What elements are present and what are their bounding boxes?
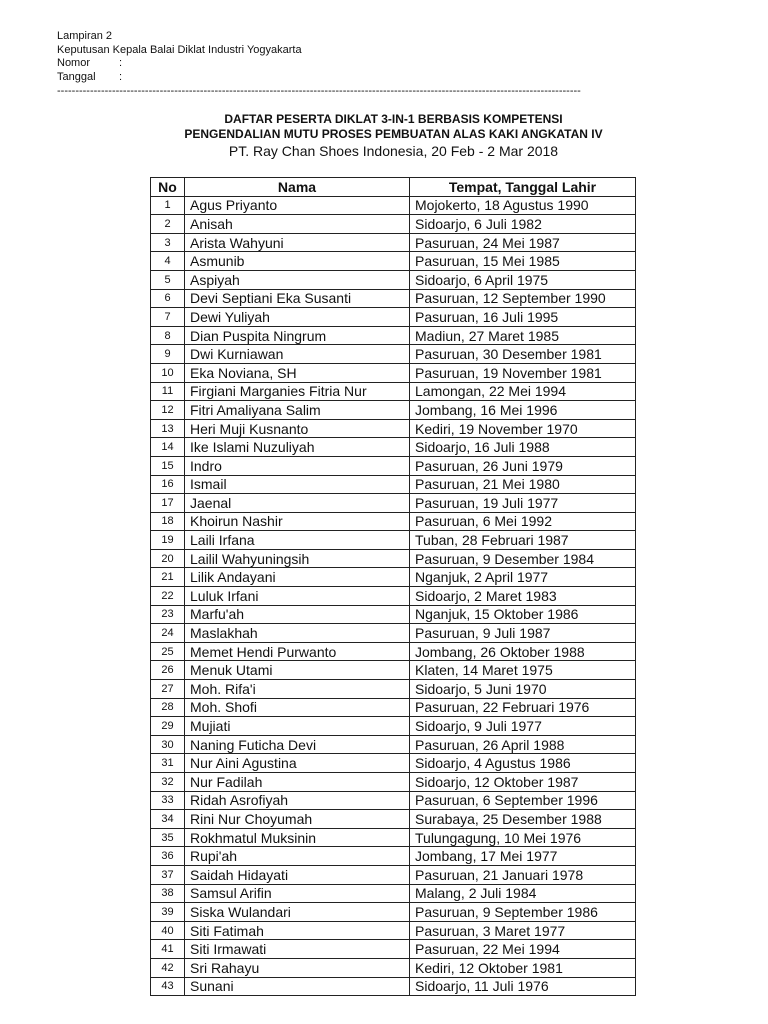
table-row (151, 958, 636, 977)
table-body (151, 196, 636, 996)
row-birth: Jombang, 17 Mei 1977 (410, 847, 636, 866)
row-birth: Pasuruan, 12 September 1990 (410, 289, 636, 308)
lampiran-label: Lampiran 2 (57, 30, 113, 42)
row-birth: Pasuruan, 9 Juli 1987 (410, 624, 636, 643)
row-number: 37 (151, 865, 185, 884)
table-row (151, 568, 636, 587)
row-number: 23 (151, 605, 185, 624)
row-birth: Pasuruan, 16 Juli 1995 (410, 308, 636, 327)
row-number: 43 (151, 977, 185, 996)
table-row (151, 401, 636, 420)
tanggal-value: : (119, 70, 123, 83)
row-birth: Sidoarjo, 16 Juli 1988 (410, 438, 636, 457)
row-number: 14 (151, 438, 185, 457)
row-birth: Kediri, 12 Oktober 1981 (410, 958, 636, 977)
row-name: Khoirun Nashir (185, 512, 410, 531)
row-number: 13 (151, 419, 185, 438)
row-name: Nur Fadilah (185, 773, 410, 792)
row-name: Arista Wahyuni (185, 233, 410, 252)
table-row (151, 456, 636, 475)
table-row (151, 624, 636, 643)
row-birth: Sidoarjo, 11 Juli 1976 (410, 977, 636, 996)
row-birth: Kediri, 19 November 1970 (410, 419, 636, 438)
table-row (151, 921, 636, 940)
table-row (151, 828, 636, 847)
table-row (151, 289, 636, 308)
row-name: Dewi Yuliyah (185, 308, 410, 327)
column-header-nama: Nama (185, 178, 410, 197)
table-row (151, 680, 636, 699)
row-name: Sri Rahayu (185, 958, 410, 977)
row-number: 9 (151, 345, 185, 364)
row-birth: Sidoarjo, 9 Juli 1977 (410, 717, 636, 736)
row-number: 10 (151, 363, 185, 382)
title-line-3: PT. Ray Chan Shoes Indonesia, 20 Feb - 2 Mar 2018 (228, 143, 559, 159)
row-name: Siti Fatimah (185, 921, 410, 940)
table-row (151, 549, 636, 568)
row-birth: Pasuruan, 26 Juni 1979 (410, 456, 636, 475)
row-name: Samsul Arifin (185, 884, 410, 903)
row-birth: Surabaya, 25 Desember 1988 (410, 810, 636, 829)
table-row (151, 326, 636, 345)
table-row (151, 494, 636, 513)
column-header-no: No (151, 178, 185, 197)
table-row (151, 884, 636, 903)
table-row (151, 345, 636, 364)
row-name: Rini Nur Choyumah (185, 810, 410, 829)
table-row (151, 977, 636, 996)
row-birth: Sidoarjo, 4 Agustus 1986 (410, 754, 636, 773)
row-number: 40 (151, 921, 185, 940)
row-name: Moh. Shofi (185, 698, 410, 717)
row-name: Lailil Wahyuningsih (185, 549, 410, 568)
row-number: 18 (151, 512, 185, 531)
table-row (151, 419, 636, 438)
row-number: 32 (151, 773, 185, 792)
row-name: Laili Irfana (185, 531, 410, 550)
row-birth: Pasuruan, 30 Desember 1981 (410, 345, 636, 364)
table-row (151, 791, 636, 810)
row-birth: Pasuruan, 26 April 1988 (410, 735, 636, 754)
table-row (151, 661, 636, 680)
row-number: 20 (151, 549, 185, 568)
row-birth: Tuban, 28 Februari 1987 (410, 531, 636, 550)
table-row (151, 363, 636, 382)
table-row (151, 754, 636, 773)
table-row (151, 773, 636, 792)
row-number: 35 (151, 828, 185, 847)
row-name: Mujiati (185, 717, 410, 736)
row-number: 16 (151, 475, 185, 494)
row-birth: Jombang, 16 Mei 1996 (410, 401, 636, 420)
row-name: Moh. Rifa'i (185, 680, 410, 699)
table-row (151, 252, 636, 271)
row-number: 24 (151, 624, 185, 643)
row-number: 26 (151, 661, 185, 680)
row-birth: Pasuruan, 21 Mei 1980 (410, 475, 636, 494)
document-header (57, 30, 302, 84)
row-birth: Sidoarjo, 12 Oktober 1987 (410, 773, 636, 792)
row-birth: Sidoarjo, 6 Juli 1982 (410, 215, 636, 234)
row-birth: Klaten, 14 Maret 1975 (410, 661, 636, 680)
row-name: Devi Septiani Eka Susanti (185, 289, 410, 308)
row-name: Menuk Utami (185, 661, 410, 680)
table-header-row (151, 178, 636, 197)
row-name: Siti Irmawati (185, 940, 410, 959)
tanggal-row (57, 71, 302, 85)
row-birth: Malang, 2 Juli 1984 (410, 884, 636, 903)
row-name: Asmunib (185, 252, 410, 271)
table-row (151, 847, 636, 866)
row-number: 25 (151, 642, 185, 661)
row-name: Fitri Amaliyana Salim (185, 401, 410, 420)
row-number: 36 (151, 847, 185, 866)
table-row (151, 717, 636, 736)
row-name: Lilik Andayani (185, 568, 410, 587)
row-number: 22 (151, 587, 185, 606)
row-birth: Pasuruan, 15 Mei 1985 (410, 252, 636, 271)
table-row (151, 698, 636, 717)
row-name: Jaenal (185, 494, 410, 513)
row-birth: Pasuruan, 6 September 1996 (410, 791, 636, 810)
title-line-2: PENGENDALIAN MUTU PROSES PEMBUATAN ALAS KAKI ANGKATAN IV (184, 127, 603, 141)
row-name: Eka Noviana, SH (185, 363, 410, 382)
row-name: Dian Puspita Ningrum (185, 326, 410, 345)
row-name: Rupi'ah (185, 847, 410, 866)
participant-table (150, 177, 636, 996)
row-birth: Pasuruan, 6 Mei 1992 (410, 512, 636, 531)
table-row (151, 475, 636, 494)
row-number: 12 (151, 401, 185, 420)
row-name: Memet Hendi Purwanto (185, 642, 410, 661)
row-number: 4 (151, 252, 185, 271)
row-birth: Sidoarjo, 2 Maret 1983 (410, 587, 636, 606)
row-name: Saidah Hidayati (185, 865, 410, 884)
row-name: Indro (185, 456, 410, 475)
table-row (151, 865, 636, 884)
row-number: 6 (151, 289, 185, 308)
row-birth: Tulungagung, 10 Mei 1976 (410, 828, 636, 847)
title-line-1: DAFTAR PESERTA DIKLAT 3-IN-1 BERBASIS KOMPETENSI (224, 112, 563, 126)
row-number: 1 (151, 196, 185, 215)
row-name: Siska Wulandari (185, 903, 410, 922)
row-number: 17 (151, 494, 185, 513)
table-row (151, 735, 636, 754)
row-name: Nur Aini Agustina (185, 754, 410, 773)
row-birth: Pasuruan, 9 September 1986 (410, 903, 636, 922)
table-row (151, 215, 636, 234)
keputusan-line: Keputusan Kepala Balai Diklat Industri Yogyakarta (57, 43, 302, 56)
row-birth: Sidoarjo, 5 Juni 1970 (410, 680, 636, 699)
row-number: 19 (151, 531, 185, 550)
row-name: Aspiyah (185, 270, 410, 289)
row-name: Naning Futicha Devi (185, 735, 410, 754)
table-row (151, 512, 636, 531)
row-name: Maslakhah (185, 624, 410, 643)
table-row (151, 196, 636, 215)
row-number: 21 (151, 568, 185, 587)
nomor-label: Nomor (57, 57, 91, 69)
table-row (151, 587, 636, 606)
nomor-value: : (119, 57, 123, 69)
row-name: Sunani (185, 977, 410, 996)
row-name: Ike Islami Nuzuliyah (185, 438, 410, 457)
row-name: Marfu'ah (185, 605, 410, 624)
row-name: Luluk Irfani (185, 587, 410, 606)
row-birth: Mojokerto, 18 Agustus 1990 (410, 196, 636, 215)
row-name: Rokhmatul Muksinin (185, 828, 410, 847)
row-birth: Lamongan, 22 Mei 1994 (410, 382, 636, 401)
row-number: 15 (151, 456, 185, 475)
tanggal-label: Tanggal (57, 70, 96, 83)
table-row (151, 382, 636, 401)
row-birth: Pasuruan, 21 Januari 1978 (410, 865, 636, 884)
row-name: Ismail (185, 475, 410, 494)
table-row (151, 810, 636, 829)
row-number: 33 (151, 791, 185, 810)
nomor-row (57, 57, 302, 71)
row-birth: Pasuruan, 3 Maret 1977 (410, 921, 636, 940)
row-number: 3 (151, 233, 185, 252)
row-birth: Madiun, 27 Maret 1985 (410, 326, 636, 345)
table-row (151, 438, 636, 457)
row-number: 34 (151, 810, 185, 829)
row-number: 2 (151, 215, 185, 234)
row-number: 11 (151, 382, 185, 401)
row-name: Anisah (185, 215, 410, 234)
row-name: Firgiani Marganies Fitria Nur (185, 382, 410, 401)
row-name: Ridah Asrofiyah (185, 791, 410, 810)
row-birth: Pasuruan, 24 Mei 1987 (410, 233, 636, 252)
row-number: 38 (151, 884, 185, 903)
table-row (151, 531, 636, 550)
row-number: 8 (151, 326, 185, 345)
row-number: 39 (151, 903, 185, 922)
dashed-separator: ----------------------------------------------------------------------------------------------------------------------------------------------- (57, 85, 581, 97)
row-birth: Nganjuk, 15 Oktober 1986 (410, 605, 636, 624)
row-birth: Jombang, 26 Oktober 1988 (410, 642, 636, 661)
row-number: 30 (151, 735, 185, 754)
table-row (151, 270, 636, 289)
row-birth: Pasuruan, 19 November 1981 (410, 363, 636, 382)
row-birth: Pasuruan, 22 Februari 1976 (410, 698, 636, 717)
row-number: 28 (151, 698, 185, 717)
document-title (0, 112, 768, 160)
table-row (151, 940, 636, 959)
row-name: Heri Muji Kusnanto (185, 419, 410, 438)
row-number: 42 (151, 958, 185, 977)
row-number: 7 (151, 308, 185, 327)
row-name: Agus Priyanto (185, 196, 410, 215)
row-birth: Pasuruan, 22 Mei 1994 (410, 940, 636, 959)
row-number: 41 (151, 940, 185, 959)
row-number: 29 (151, 717, 185, 736)
row-birth: Nganjuk, 2 April 1977 (410, 568, 636, 587)
row-birth: Pasuruan, 19 Juli 1977 (410, 494, 636, 513)
row-number: 27 (151, 680, 185, 699)
row-number: 31 (151, 754, 185, 773)
row-number: 5 (151, 270, 185, 289)
table-row (151, 605, 636, 624)
table-row (151, 308, 636, 327)
row-birth: Sidoarjo, 6 April 1975 (410, 270, 636, 289)
row-birth: Pasuruan, 9 Desember 1984 (410, 549, 636, 568)
column-header-ttl: Tempat, Tanggal Lahir (410, 178, 636, 197)
table-row (151, 642, 636, 661)
table-row (151, 903, 636, 922)
row-name: Dwi Kurniawan (185, 345, 410, 364)
table-row (151, 233, 636, 252)
